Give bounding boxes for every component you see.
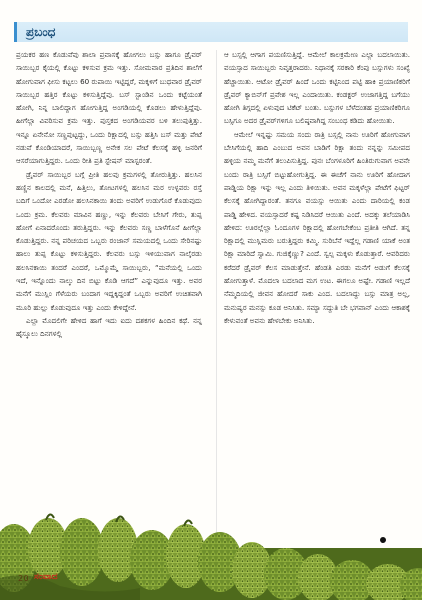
article-column-right (224, 48, 410, 558)
paragraph: ಆ ಬಸ್ಸಲ್ಲಿ ಆಗಾಗ ಪಯಣಿಸುತ್ತಿದ್ದೆ. ಆಮೇಲೆ ಕಾಲಕ್ರಮೇಣ ಎಲ್ಲಾ ಬದಲಾಯಿತು. ವಯಸ್ಸಾದ ಸಾಯಿಬ್ಬರು ನಿವೃತ್ತರಾದರು. ನಿಧಾನಕ್ಕೆ ಸರಕಾರಿ ಕೆಂಪು ಬಸ್ಸುಗಳು ಸಂಖ್ಯೆ ಹೆಚ್ಚಾಯಿತು. ಆಟೋ ಡ್ರೈವರ್ ಹಿಂದೆ ಒಂದು ಕಟ್ಟಿನಿಂದ ಪಟ್ಟಿ ಹಾಕಿ ಪ್ರಯಾಣಿಕರಿಗೆ ಡ್ರೈವರ್ ಕ್ಯಾಬಿನ್‌ಗೆ ಪ್ರವೇಶ ಇಲ್ಲ ಎಂದಾಯಿತು. ಕಂಡಕ್ಟರ್ ಉಜಾಗತ್ತಿದ್ದ ಬಗೆಯು ಹೋಗಿ ತಿಗ್ಗದಲ್ಲಿ ಏಳುವುದ ಟಿಕೆಟ್ ಬಂತು. ಬಸ್ಸುಗಳ ಬೆಳೆದಂತಹ ಪ್ರಯಾಣಿಕರಿಗೂ ಬಸ್ಸಿಗೂ ಅದರ ಡ್ರೈವರ್‌ಗಳಿಗೂ ಬಲಿಷ್ಠವಾಗಿದ್ದ ಸಂಬಂಧ ಕಡಿದು ಹೋಯಿತು. (224, 50, 410, 126)
article-column-left (16, 48, 202, 558)
page-number: 20 (18, 574, 30, 583)
section-header-bar (14, 22, 408, 42)
paragraph: ಪ್ರಯಕರ ಹಣ ಕೊಡುವೆವು ಶಾಲಾ ಪ್ರವಾಸಕ್ಕೆ ಹೋಗಲು ಬಸ್ಸು ಹಾಗೂ ಡ್ರೈವರ್ ಸಾಯಿಬ್ಬರ ಕೈಯಲ್ಲಿ ಕೊಟ್ಟು ಕಳಿಸುವ ಕ್ರಮ ಇತ್ತು. ಸೋಮವಾರ ಪ್ರತಿದಿನ ಶಾಲೆಗೆ ಹೋಗುವಾಗ ಫೀಸು ಕಟ್ಟಲು 60 ರುಪಾಯಿ ಇಟ್ಟಿದ್ದರೆ, ಮಕ್ಕಳಿಗೆ ಬುಧವಾರ ಡ್ರೈವರ್ ಸಾಯಿಬ್ಬರ ಹತ್ತಿರ ಕೊಟ್ಟು ಕಳಿಸುತ್ತಿದ್ದೆವು. ಬಸ್ ಸ್ಟಾಂಡಿನ ಒಂದು ಕಟ್ಟೆಯಂತೆ ಹೋಗಿ, ನಿನ್ನ ಬಾಲಿದ್ದಾಗ ಹೋಗುತ್ತಿದ್ದ ಅಂಗಡಿಯಲ್ಲಿ ಕೊಡಲು ಹೇಳುತ್ತಿದ್ದೆವು. ಹೀಗೆಲ್ಲಾ ವಿವರಿಸುವ ಕ್ರಮ ಇತ್ತು. ಪುಸ್ತಕದ ಅಂಗಡಿಯವರ ಬಳಿ ತಲುಪುತ್ತಿತ್ತು. ಇನ್ನೂ ಏನೇನೋ ಸಣ್ಣಪುಟ್ಟದ್ದು, ಒಂದು ರಿಕ್ಷಾದಲ್ಲಿ ಬಸ್ಸು ಹತ್ತಿಸಿ ಬಸ್ ಮತ್ತು ಪೇಟೆ ನಡುವೆ ಕೊಂಡಿಯಾದರೆ, ಸಾಯಿಬ್ಬಣ್ಣ ಅನೇಕ ಸಲ ಪೇಟೆ ಕೆಲಸಕ್ಕೆ ಹಳ್ಳಿ ಜನರಿಗೆ ಆಸರೆಯಾಗುತ್ತಿದ್ದರು. ಒಂದು ರೀತಿ ಪ್ರತಿ ಸ್ಟೇಷನ್ ಮಾಸ್ಟರಂತೆ. (16, 50, 202, 166)
paragraph: ಡ್ರೈವರ್ ಸಾಯಿಬ್ಬರ ಬಗ್ಗೆ ಪ್ರೀತಿ ಹಲವು ಕ್ರಮಗಳಲ್ಲಿ ತೋರುತ್ತಿತ್ತು. ಹಲಸಿನ ಹಣ್ಣಿನ ಕಾಲದಲ್ಲಿ ಮನೆ, ಹಿತ್ತಿಲು, ತೋಟಗಳಲ್ಲಿ ಹಲಸಿನ ಮರ ಉಳ್ಳವರು ರಸ್ತೆ ಬದಿಗೆ ಒಂದೋ ಎರಡೋ ಹಲಸಿನಕಾಯಿ ತಂದು ಅವರಿಗೆ ಉಡುಗೊರೆ ಕೊಡುವುದು ಒಂದು ಕ್ರಮ. ಕೆಲವರು ಮಾವಿನ ಹಣ್ಣು, ಇನ್ನು ಕೆಲವರು ಬೇಸಿಗೆ ಗೇರು, ತುಪ್ಪ ಹೋಗೆ ಏನಾದರೊಂದು ತರುತ್ತಿದ್ದರು. ಇನ್ನು ಕೆಲವರು ಸಣ್ಣ ಬಾಳೆಗೊನೆ ಹೀಗೆಲ್ಲಾ ಕೊಡುತ್ತಿದ್ದರು. ನನ್ನ ಪರಿಚಯದ ಒಬ್ಬರು ರಂಜಾನ್ ಸಮಯದಲ್ಲಿ ಒಂದು ಸೇರಿನಷ್ಟು ಹಾಲು ತುಪ್ಪ ಕೊಟ್ಟು ಕಳಿಸುತ್ತಿದ್ದರು. ಕೆಲವರು ಬಸ್ಸು ಇಳಿಯುವಾಗ ನಾಲ್ಕೆರಡು ಹಲಸಿನಕಾಯಿ ತಂದರೆ ಎಂದರೆ, ಒಮ್ಮೊಮ್ಮೆ ಸಾಯಿಬ್ಬರು, “ಮನೆಯಲ್ಲಿ ಒಂದು ಇದೆ, ಇನ್ನೊಂದು ನಾಲ್ಕು ದಿನ ಬಿಟ್ಟು ಕೊಡಿ ಆಗದೆ” ಎನ್ನುವುದೂ ಇತ್ತು. ಅವರ ಮನೆಗೆ ಮುಸ್ಲಿಂ ಗೆಳೆಯರು ಬಂದಾಗ ಇದ್ದಕ್ಕಿದ್ದಂತೆ ಒಬ್ಬರು ಅವರಿಗೆ ಉಚಿತವಾಗಿ ಮೂರಿ ಹುಲ್ಲು ಕೊಡುವುದೂ ಇತ್ತು ಎಂದು ಕೇಳಿದ್ದೇನೆ. (16, 169, 202, 312)
decorative-jackfruit-footer (0, 508, 422, 600)
section-title: ಪ್ರಬಂಧ (26, 25, 56, 39)
column-divider (216, 50, 217, 540)
magazine-brand: ಸಂವಾದ (34, 572, 58, 582)
paragraph: ಆಮೇಲೆ ಇನ್ನಷ್ಟು ಸಮಯ ಸಂದು ರಾತ್ರಿ ಬಸ್ಸಲ್ಲಿ ನಾನು ಊರಿಗೆ ಹೋಗುವಾಗ ಬೇಸಿಗೆಯಲ್ಲಿ ಹಾದಿ ಎಂಬುದ ಅವನ ಬಾಡಿಗೆ ರಿಕ್ಷಾ ತಂದು ನನ್ನನ್ನು ಸಮೀಪದ ಹಳ್ಳಿಯ ನಮ್ಮ ಮನೆಗೆ ತಲುಪಿಸುತ್ತಿದ್ದ. ಪುನಃ ಬೆಂಗಳೂರಿಗೆ ಹಿಂತಿರುಗುವಾಗ ಅವನೇ ಬಂದು ರಾತ್ರಿ ಬಸ್ಸಿಗೆ ಬಿಟ್ಟುಹೋಗುತ್ತಿದ್ದ. ಈ ಈಚೆಗೆ ನಾನು ಊರಿಗೆ ಹೋದಾಗ ಪಾಡ್ಡಿಯ ರಿಕ್ಷಾ ಇನ್ನು ಇಲ್ಲ ಎಂದು ತಿಳಿಯಿತು. ಅವನ ಮಕ್ಕಳೆಲ್ಲಾ ಪೇಟೆಗೆ ಫಿಟ್ಟರ್ ಕೆಲಸಕ್ಕೆ ಹೋಗಿದ್ದಾರಂತೆ. ತನಗೂ ವಯಸ್ಸು ಆಯಿತು ಎಂದು ದಾರಿಯಲ್ಲಿ ಕಂಡ ಪಾಡ್ಡಿ ಹೇಳಿದ. ವಯಸ್ಸಾದರೆ ಕಷ್ಟ ನಿಡಿಸಿದರೆ ಆಯಿತು ಎಂದೆ. ಅದಕ್ಕು ತಲೆಯಾಡಿಸಿ ಹೇಳಿದ: ಊರಲ್ಲೆಲ್ಲಾ ಓಂದೂಗಳ ರಿಕ್ಷಾದಲ್ಲಿ ಹೋಗಬೇಕೆಂಬ ಪ್ರತೀತಿ ಆಗಿದೆ. ತನ್ನ ರಿಕ್ಷಾದಲ್ಲಿ ಮುಸ್ಲಿಮರು ಬರುತ್ತಿದ್ದರು ಕಮ್ಮಿ. ಸುರಿಬೆನೆ ಇದ್ದೆಲ್ಲ ಗಡಾಣಿ ಯಾಕೆ ಅಂತ ರಿಕ್ಷಾ ಮಾರಿದೆ ಸ್ವಾಮಿ. ಗುಜಿಕ್ಕೆಣ್ಣು? ಎಂದೆ. ಸ್ವಲ್ಪ ಮಕ್ಕಳು ಕೊಡುತ್ತಾರೆ. ಆವರಿದರು ಕರೆದರೆ ಡ್ರೈವರ್ ಕೆಲಸ ಮಾಡುತ್ತೇನೆ. ಹೆಂಡತಿ ಎರಡು ಮನೆಗೆ ಅಡುಗೆ ಕೆಲಸಕ್ಕೆ ಹೋಗುತ್ತಾಳೆ. ಮೊದಲಾ ಬದಲಾದ ಮಗ ಉಟ. ಈಗಲೂ ಅಷ್ಟೇ. ಗಡಾಣಿ ಇಲ್ಲದೆ ನೆಮ್ಮದಿಯಲ್ಲಿ ಜೀವನ ಹೋದರೆ ಸಾಕು ಎಂದ. ಬದಲಾದ್ದು ಬಸ್ಸು ಮಾತ್ರ ಅಲ್ಲ, ಮನುಷ್ಯರ ಮನಸ್ಸು ಕೂಡ ಅನಿಸಿತು. ಸಮ್ಯಾ ಸದ್ದುತಿ ಬೇ ಭಗವಾನ್ ಎಂದು ಆಕಾಶಕ್ಕೆ ಕೇಳುವಂತೆ ಅವನು ಹೇಳಬೇಕು ಅನಿಸಿತು. (224, 129, 410, 325)
paragraph: ಎಲ್ಲಾ ಮೊದಲಿಗೇ ಹೇಳಿದ ಹಾಗೆ ಇದು ಐದು ದಶಕಗಳ ಹಿಂದಿನ ಕಥೆ. ನನ್ನ ಹೈಸ್ಕೂಲು ದಿನಗಳಲ್ಲಿ (16, 315, 202, 339)
